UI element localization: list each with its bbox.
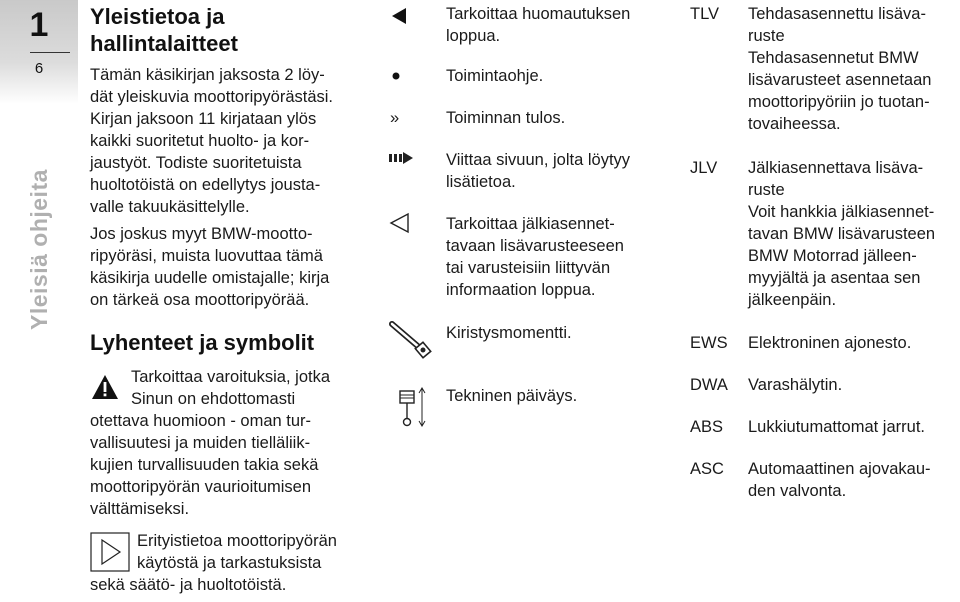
text-line: myyjältä ja asentaa sen (748, 269, 921, 287)
abbreviation-description (748, 416, 960, 438)
text-line: valle takuukäsittelylle. (90, 198, 250, 216)
text-line: on tärkeä osa moottoripyörää. (90, 291, 310, 309)
warning-text (90, 410, 380, 520)
text-line: Tarkoittaa huomautuksen (446, 5, 631, 23)
info-text-indented (137, 530, 377, 574)
text-line: Varashälytin. (748, 376, 843, 394)
text-line: Lukkiutumattomat jarrut. (748, 418, 925, 436)
text-line: den valvonta. (748, 482, 847, 500)
text-line: Kirjan jaksoon 11 kirjataan ylös (90, 110, 317, 128)
text-line: Kiristysmomentti. (446, 324, 572, 342)
abbreviation-description (748, 332, 960, 354)
text-line: ruste (748, 181, 785, 199)
symbol-description (446, 107, 676, 129)
abbreviation-description (748, 157, 960, 311)
abbreviation-code: JLV (690, 159, 718, 177)
text-line: otettava huomioon - oman tur- (90, 412, 312, 430)
text-line: sekä säätö- ja huoltotöistä. (90, 576, 287, 594)
symbol-description (446, 322, 676, 344)
text-line: ruste (748, 27, 785, 45)
technical-data-icon (394, 385, 430, 429)
abbreviation-code: EWS (690, 334, 728, 352)
text-line: tavan BMW lisävarusteen (748, 225, 936, 243)
text-line: Sinun on ehdottomasti (131, 390, 296, 408)
text-line: jaustyöt. Todiste suoritetuista (90, 154, 302, 172)
text-line: Jos joskus myyt BMW-mootto- (90, 225, 313, 243)
text-line: tai varusteisiin liittyvän (446, 259, 611, 277)
text-line: Tehdasasennettu lisäva- (748, 5, 926, 23)
text-line: kaikki suoritetut huolto- ja kor- (90, 132, 310, 150)
title-line: Yleistietoa ja (90, 4, 225, 29)
text-line: tovaiheessa. (748, 115, 841, 133)
warning-icon (90, 372, 120, 402)
text-line: Tarkoittaa varoituksia, jotka (131, 368, 331, 386)
result-icon: » (390, 109, 400, 127)
abbreviation-code: TLV (690, 5, 720, 23)
text-line: vallisuutesi ja muiden tielläliik- (90, 434, 311, 452)
abbreviation-code: ABS (690, 418, 724, 436)
text-line: Tehdasasennetut BMW (748, 49, 919, 67)
abbreviation-description (748, 3, 960, 135)
text-line: Elektroninen ajonesto. (748, 334, 912, 352)
text-line: Erityistietoa moottoripyörän (137, 532, 337, 550)
info-text (90, 574, 380, 596)
page-reference-icon (388, 150, 416, 166)
subsection-title: Lyhenteet ja symbolit (90, 330, 315, 355)
resale-paragraph (90, 223, 380, 311)
text-line: käytöstä ja tarkastuksista (137, 554, 322, 572)
title-line: hallintalaitteet (90, 31, 238, 56)
text-line: dät yleiskuvia moottoripyörästäsi. (90, 88, 334, 106)
torque-wrench-icon (388, 318, 434, 360)
text-line: moottoripyörän vaurioitumisen (90, 478, 312, 496)
info-icon (90, 532, 130, 572)
text-line: tavaan lisävarusteeseen (446, 237, 624, 255)
accessory-end-icon (388, 212, 412, 234)
text-line: Toiminnan tulos. (446, 109, 566, 127)
text-line: välttämiseksi. (90, 500, 190, 518)
text-line: huoltotöistä on edellytys jousta- (90, 176, 321, 194)
text-line: lisävarusteet asennetaan (748, 71, 932, 89)
text-line: Automaattinen ajovakau- (748, 460, 931, 478)
text-line: lisätietoa. (446, 173, 516, 191)
text-line: ripyöräsi, muista luovuttaa tämä (90, 247, 323, 265)
symbol-description (446, 65, 676, 87)
text-line: Jälkiasennettava lisäva- (748, 159, 924, 177)
text-line: informaation loppua. (446, 281, 596, 299)
text-line: Toimintaohje. (446, 67, 544, 85)
text-line: Tarkoittaa jälkiasennet- (446, 215, 615, 233)
section-title (90, 3, 370, 57)
symbol-description (446, 213, 676, 301)
symbol-description (446, 3, 676, 47)
symbol-description (446, 149, 676, 193)
text-line: kujien turvallisuuden takia sekä (90, 456, 319, 474)
bullet-icon (388, 68, 410, 84)
text-line: Voit hankkia jälkiasennet- (748, 203, 935, 221)
intro-paragraph (90, 64, 380, 218)
side-tab: Yleisiä ohjeita (25, 169, 52, 330)
text-line: Viittaa sivuun, jolta löytyy (446, 151, 631, 169)
symbol-description (446, 385, 676, 407)
text-line: jälkeenpäin. (748, 291, 837, 309)
text-line: Tekninen päiväys. (446, 387, 578, 405)
warning-text-indented (131, 366, 381, 410)
end-of-note-icon (388, 5, 410, 27)
abbreviation-description (748, 374, 960, 396)
text-line: käsikirja uudelle omistajalle; kirja (90, 269, 330, 287)
text-line: BMW Motorrad jälleen- (748, 247, 917, 265)
abbreviation-code: DWA (690, 376, 728, 394)
chapter-number: 1 (29, 6, 49, 44)
text-line: Tämän käsikirjan jaksosta 2 löy- (90, 66, 325, 84)
abbreviation-code: ASC (690, 460, 724, 478)
abbreviation-description (748, 458, 960, 502)
text-line: moottoripyöriin jo tuotan- (748, 93, 930, 111)
text-line: loppua. (446, 27, 501, 45)
page-number: 6 (34, 60, 44, 77)
